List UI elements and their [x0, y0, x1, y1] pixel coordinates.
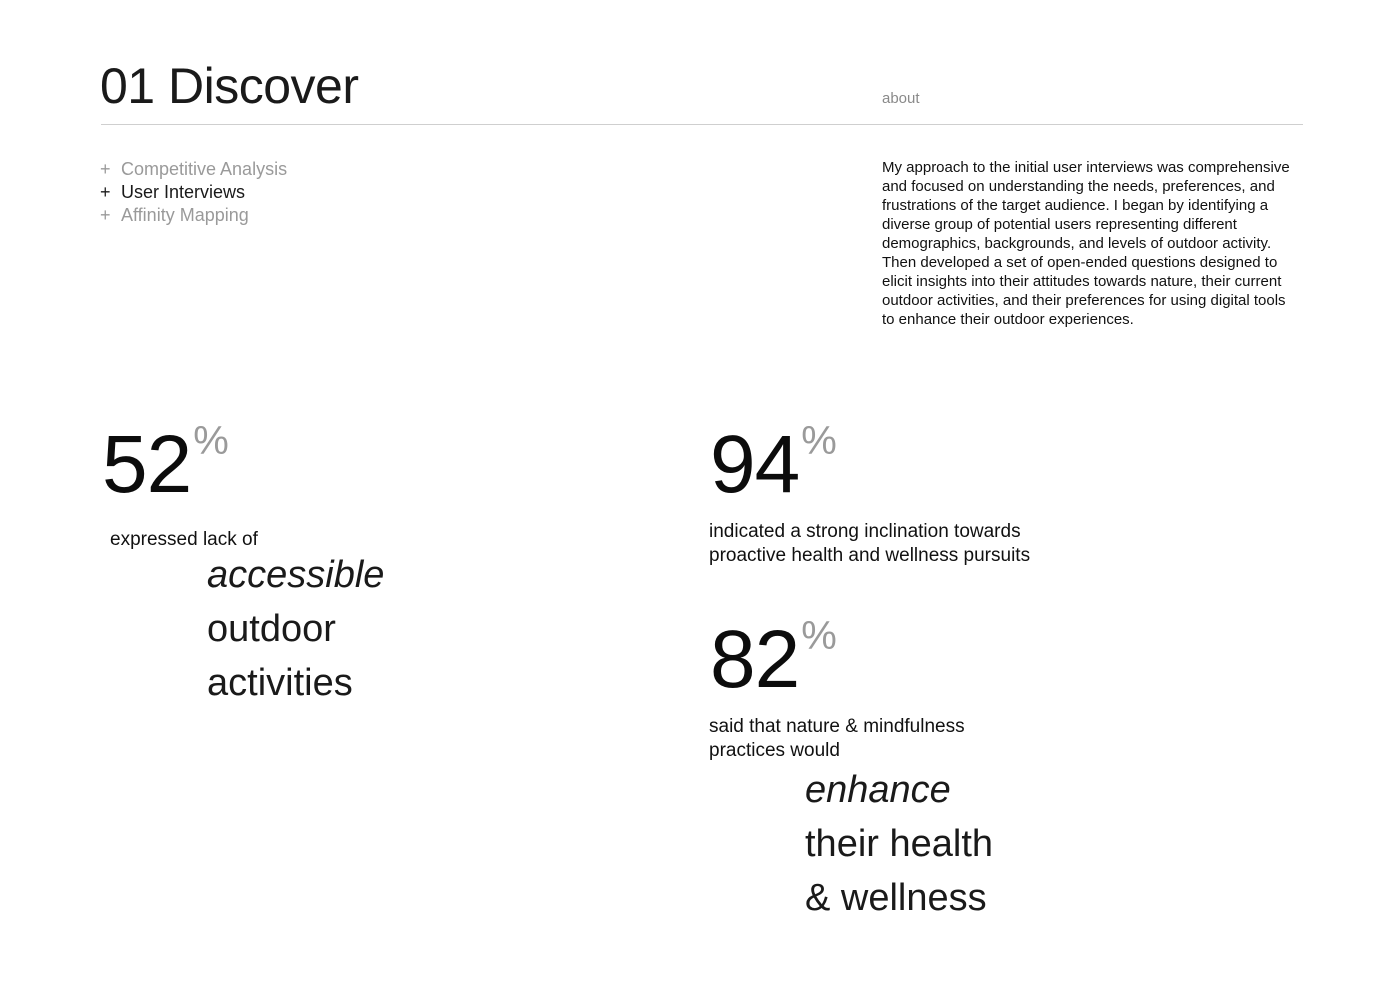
step-affinity-mapping[interactable] [100, 204, 287, 227]
stat-value: 52 [102, 419, 192, 510]
page-title: 01 Discover [100, 58, 359, 114]
phrase-line: & wellness [805, 877, 987, 919]
about-paragraph: My approach to the initial user interviews was comprehensive and focused on understanding the needs, preferences, and frustrations of the target audience. I began by identifying a diverse group of potential users representing different demographics, backgrounds, and levels of outdoor activity. Then developed a set of open-ended questions designed to elicit insights into their attitudes towards nature, their current outdoor activities, and their preferences for using digital tools to enhance their outdoor experiences. [882, 159, 1290, 328]
percent-sign: % [801, 419, 837, 463]
plus-icon: + [100, 182, 111, 202]
step-competitive-analysis[interactable] [100, 158, 287, 181]
plus-icon: + [100, 205, 111, 225]
step-label: User Interviews [121, 182, 246, 202]
about-label: about [882, 90, 920, 107]
step-label: Affinity Mapping [121, 205, 249, 225]
header-divider [101, 124, 1303, 125]
caption-line: proactive health and wellness pursuits [709, 545, 1031, 566]
phrase-emphasis: accessible [207, 554, 385, 596]
stat-caption [709, 715, 965, 763]
stat-accessible [102, 419, 229, 510]
step-user-interviews[interactable] [100, 181, 287, 204]
phrase-line: activities [207, 662, 353, 704]
phrase-line: their health [805, 823, 994, 865]
phrase-line: outdoor [207, 608, 336, 650]
process-steps [100, 158, 287, 227]
stat-value: 94 [710, 419, 800, 510]
phrase-emphasis: enhance [805, 769, 951, 811]
stat-caption: expressed lack of [110, 529, 258, 550]
stat-wellness [710, 419, 837, 510]
caption-line: said that nature & mindfulness [709, 716, 965, 737]
percent-sign: % [193, 419, 229, 463]
caption-line: indicated a strong inclination towards [709, 521, 1021, 542]
stat-value: 82 [710, 614, 800, 705]
stat-mindfulness [710, 614, 837, 705]
plus-icon: + [100, 159, 111, 179]
stat-phrase [805, 763, 993, 925]
stat-phrase [207, 548, 384, 710]
caption-line: practices would [709, 740, 840, 761]
stat-caption [709, 520, 1030, 568]
step-label: Competitive Analysis [121, 159, 288, 179]
percent-sign: % [801, 614, 837, 658]
